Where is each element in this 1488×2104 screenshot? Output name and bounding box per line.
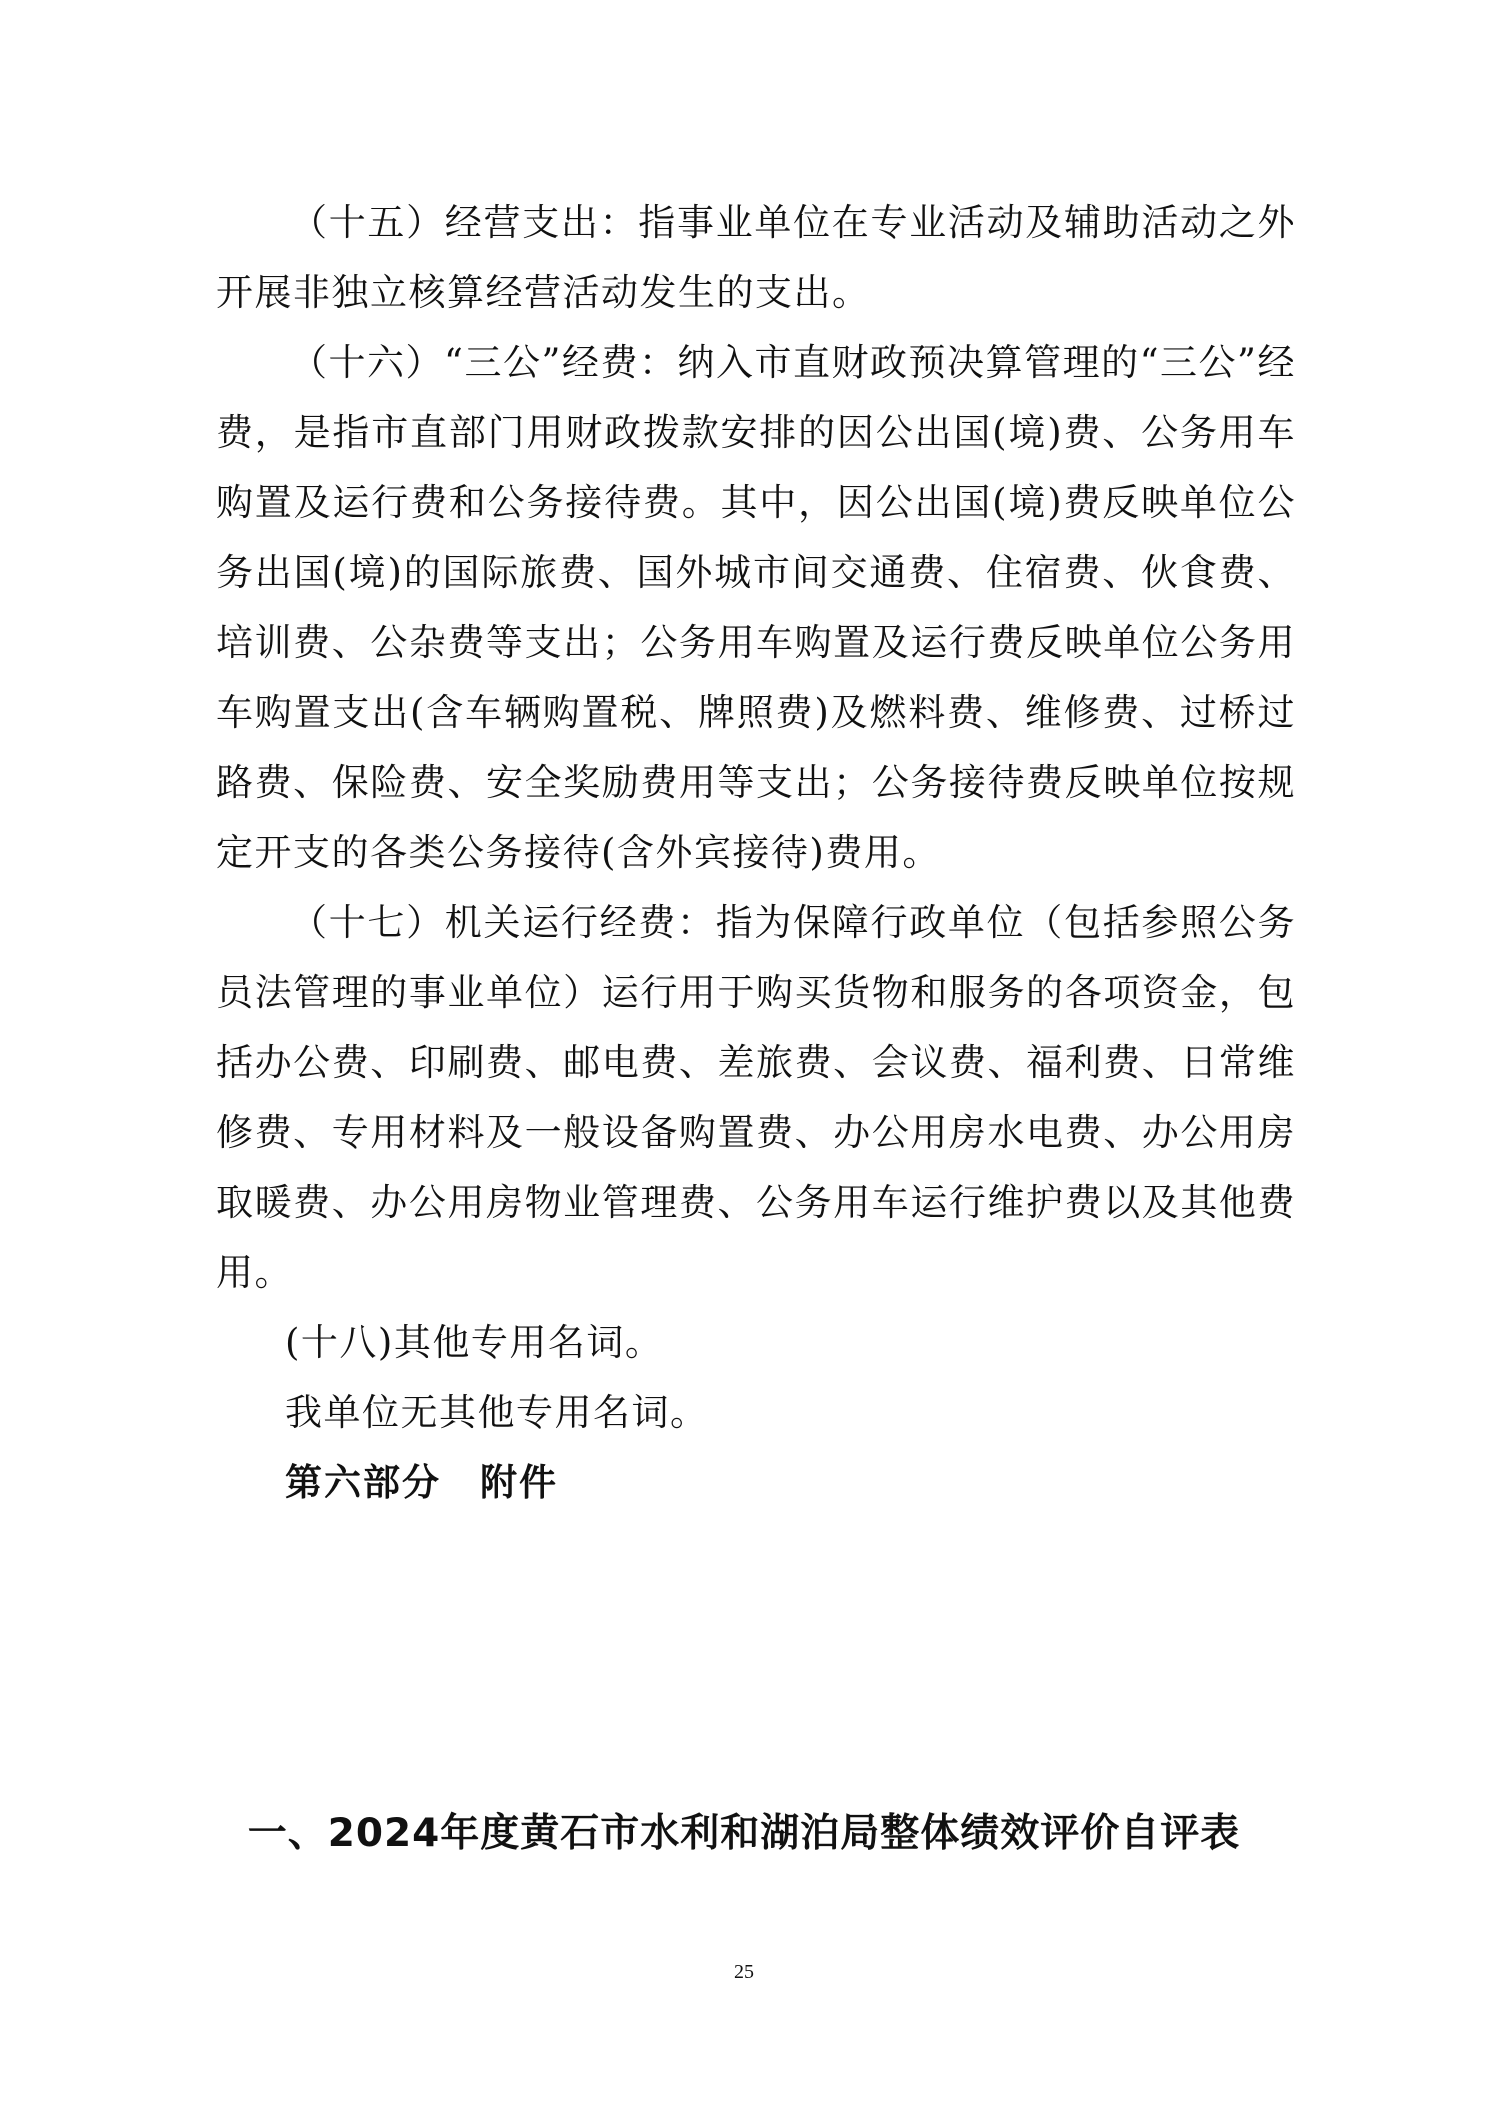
item-other-terms: (十八)其他专用名词。: [285, 1321, 664, 1364]
paragraph-agency-operating-expenses: （十七）机关运行经费：指为保障行政单位（包括参照公务员法管理的事业单位）运行用于购买货物和服务的各项资金，包括办公费、印刷费、邮电费、差旅费、会议费、福利费、日常维修费、专用材料及一般设备购置费、办公用房水电费、办公用房取暖费、办公用房物业管理费、公务用车运行维护费以及其他费用。: [216, 901, 1296, 1294]
page-number: 25: [734, 1961, 754, 1983]
item-other-terms-content: 我单位无其他专用名词。: [285, 1391, 709, 1434]
paragraph-operating-expenditure: （十五）经营支出：指事业单位在专业活动及辅助活动之外开展非独立核算经营活动发生的支出。: [216, 201, 1296, 314]
attachment-title: 一、2024年度黄石市水利和湖泊局整体绩效评价自评表: [247, 1811, 1241, 1856]
paragraph-three-public-expenses: （十六）“三公”经费：纳入市直财政预决算管理的“三公”经费，是指市直部门用财政拨款安排的因公出国(境)费、公务用车购置及运行费和公务接待费。其中，因公出国(境)费反映单位公务出国(境)的国际旅费、国外城市间交通费、住宿费、伙食费、培训费、公杂费等支出；公务用车购置及运行费反映单位公务用车购置支出(含车辆购置税、牌照费)及燃料费、维修费、过桥过路费、保险费、安全奖励费用等支出；公务接待费反映单位按规定开支的各类公务接待(含外宾接待)费用。: [216, 341, 1296, 874]
section-heading-attachments: 第六部分 附件: [285, 1461, 558, 1504]
document-body: [216, 188, 1296, 1518]
